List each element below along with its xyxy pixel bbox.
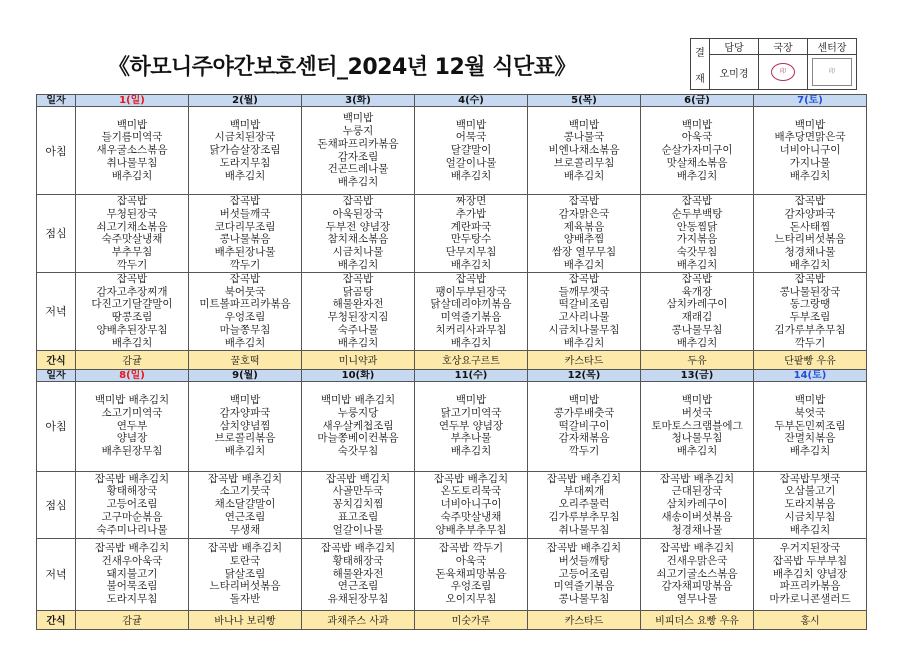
- approval-side-bottom: 재: [695, 73, 705, 85]
- breakfast-menu-cell: 백미밥 콩나물국 비엔나채소볶음 브로콜리무침 배추김치: [528, 107, 641, 195]
- breakfast-menu-cell: 백미밥 들기름미역국 새우굴소스볶음 취나물무침 배추김치: [76, 107, 189, 195]
- lunch-menu-cell: 잡곡밥 배추김치 온도토리묵국 너비아니구이 숙주맛살냉채 양배추부추무침: [415, 471, 528, 538]
- lunch-row: [37, 195, 867, 273]
- lunch-menu-cell: 잡곡밥무챗국 오삼불고기 도라지볶음 시금치무침 배추김치: [754, 471, 867, 538]
- snack-cell: 홍시: [754, 610, 867, 629]
- page-title: 《하모니주야간보호센터_2024년 12월 식단표》: [108, 55, 576, 80]
- snack-cell: 감귤: [76, 610, 189, 629]
- date-cell: 7(토): [754, 95, 867, 107]
- date-cell: 5(목): [528, 95, 641, 107]
- date-cell: 12(목): [528, 369, 641, 381]
- approval-signature-head: [808, 55, 857, 90]
- dinner-menu-cell: 잡곡밥 팽이두부된장국 닭살데리야끼볶음 미역줄기볶음 치커리사과무침 배추김치: [415, 272, 528, 350]
- date-cell: 3(화): [302, 95, 415, 107]
- date-header-row: [37, 369, 867, 381]
- dinner-menu-cell: 잡곡밥 감자고추장찌개 다진고기달걀말이 땅콩조림 양배추된장무침 배추김치: [76, 272, 189, 350]
- lunch-menu-cell: 잡곡밥 감자양파국 돈사태찜 느타리버섯볶음 청경채나물 배추김치: [754, 195, 867, 273]
- snack-cell: 비피더스 요빵 우유: [641, 610, 754, 629]
- dinner-row: [37, 538, 867, 610]
- snack-cell: 두유: [641, 350, 754, 369]
- lunch-menu-cell: 잡곡밥 무청된장국 쇠고기채소볶음 숙주맛살냉채 부추무침 깍두기: [76, 195, 189, 273]
- date-cell: 14(토): [754, 369, 867, 381]
- approval-header-director: 국장: [759, 39, 808, 55]
- breakfast-menu-cell: 백미밥 콩가루배춧국 떡갈비구이 감자채볶음 깍두기: [528, 381, 641, 471]
- snack-label: 간식: [37, 610, 76, 629]
- date-cell: 4(수): [415, 95, 528, 107]
- lunch-menu-cell: 잡곡밥 배추김치 소고기뭇국 채소달걀말이 연근조림 무생채: [189, 471, 302, 538]
- breakfast-label: 아침: [37, 107, 76, 195]
- day-label: 일자: [37, 95, 76, 107]
- breakfast-label: 아침: [37, 381, 76, 471]
- square-seal-icon: 印: [812, 58, 852, 86]
- lunch-menu-cell: 잡곡밥 배추김치 부대찌개 오리주물럭 김가루부추무침 취나물무침: [528, 471, 641, 538]
- dinner-menu-cell: 잡곡밥 북어뭇국 미트볼파프리카볶음 우엉조림 마늘쫑무침 배추김치: [189, 272, 302, 350]
- date-cell: 1(일): [76, 95, 189, 107]
- lunch-menu-cell: 잡곡밥 감자맑은국 제육볶음 양배추찜 쌈장 열무무침 배추김치: [528, 195, 641, 273]
- approval-side-label: [691, 39, 710, 90]
- breakfast-menu-cell: 백미밥 배추김치 소고기미역국 연두부 양념장 배추된장무침: [76, 381, 189, 471]
- date-cell: 6(금): [641, 95, 754, 107]
- date-cell: 2(월): [189, 95, 302, 107]
- date-cell: 11(수): [415, 369, 528, 381]
- breakfast-menu-cell: 백미밥 감자양파국 삼치양념찜 브로콜리볶음 배추김치: [189, 381, 302, 471]
- dinner-label: 저녁: [37, 272, 76, 350]
- seal-stamp-icon: 印: [771, 63, 795, 81]
- date-cell: 13(금): [641, 369, 754, 381]
- lunch-menu-cell: 잡곡밥 순두부백탕 안동찜닭 가지볶음 숙갓무침 배추김치: [641, 195, 754, 273]
- lunch-menu-cell: 잡곡밥 백김치 사골만두국 꽁치김치찜 표고조림 얼갈이나물: [302, 471, 415, 538]
- snack-cell: 호상요구르트: [415, 350, 528, 369]
- snack-cell: 감귤: [76, 350, 189, 369]
- snack-cell: 카스타드: [528, 350, 641, 369]
- breakfast-menu-cell: 백미밥 아욱국 순살가자미구이 맛살채소볶음 배추김치: [641, 107, 754, 195]
- lunch-menu-cell: 잡곡밥 아욱된장국 두부전 양념장 참치채소볶음 시금치나물 배추김치: [302, 195, 415, 273]
- snack-row: [37, 350, 867, 369]
- breakfast-menu-cell: 백미밥 닭고기미역국 연두부 양념장 부추나물 배추김치: [415, 381, 528, 471]
- dinner-menu-cell: 잡곡밥 배추김치 토란국 닭살조림 느타리버섯볶음 돌자반: [189, 538, 302, 610]
- snack-cell: 꿀호떡: [189, 350, 302, 369]
- date-cell: 8(일): [76, 369, 189, 381]
- approval-signature-director: [759, 55, 808, 90]
- lunch-row: [37, 471, 867, 538]
- dinner-menu-cell: 잡곡밥 배추김치 건새우맑은국 쇠고기굴소스볶음 감자채피망볶음 열무나물: [641, 538, 754, 610]
- dinner-menu-cell: 잡곡밥 들깨무챗국 떡갈비조림 고사리나물 시금치나물무침 배추김치: [528, 272, 641, 350]
- breakfast-row: [37, 107, 867, 195]
- dinner-menu-cell: 잡곡밥 배추김치 건새우아욱국 돼지불고기 불어묵조림 도라지무침: [76, 538, 189, 610]
- dinner-menu-cell: 우거지된장국 잡곡밥 두부부침 배추김치 양념장 파프리카볶음 마카로니콘샐러드: [754, 538, 867, 610]
- menu-table: [36, 94, 867, 630]
- lunch-menu-cell: 짜장면 추가밥 계란파국 만두탕수 단무지무침 배추김치: [415, 195, 528, 273]
- breakfast-menu-cell: 백미밥 배추김치 누룽지당 새우살케첩조림 마늘쫑베이컨볶음 숙갓무침: [302, 381, 415, 471]
- approval-header-staff: 담당: [710, 39, 759, 55]
- snack-cell: 미니약과: [302, 350, 415, 369]
- approval-box: [690, 38, 857, 90]
- dinner-menu-cell: 잡곡밥 육개장 삼치카레구이 재래김 콩나물무침 배추김치: [641, 272, 754, 350]
- approval-signature-staff: 오미경: [710, 55, 759, 90]
- dinner-label: 저녁: [37, 538, 76, 610]
- breakfast-menu-cell: 백미밥 배추당면맑은국 너비아니구이 가지나물 배추김치: [754, 107, 867, 195]
- lunch-menu-cell: 잡곡밥 버섯들깨국 코다리무조림 콩나물볶음 배추된장나물 깍두기: [189, 195, 302, 273]
- breakfast-menu-cell: 백미밥 북엇국 두부돈민찌조림 잔멸치볶음 배추김치: [754, 381, 867, 471]
- lunch-label: 점심: [37, 471, 76, 538]
- breakfast-menu-cell: 백미밥 버섯국 토마토스크램블에그 청나물무침 배추김치: [641, 381, 754, 471]
- snack-cell: 미숫가루: [415, 610, 528, 629]
- breakfast-row: [37, 381, 867, 471]
- lunch-menu-cell: 잡곡밥 배추김치 황태해장국 고등어조림 고구마순볶음 숙주미나리나물: [76, 471, 189, 538]
- dinner-menu-cell: 잡곡밥 닭곰탕 해물완자전 무청된장지짐 숙주나물 배추김치: [302, 272, 415, 350]
- snack-label: 간식: [37, 350, 76, 369]
- dinner-menu-cell: 잡곡밥 배추김치 황태해장국 해물완자전 연근조림 유채된장무침: [302, 538, 415, 610]
- date-cell: 10(화): [302, 369, 415, 381]
- dinner-menu-cell: 잡곡밥 콩나물된장국 동그랑땡 두부조림 김가루부추무침 깍두기: [754, 272, 867, 350]
- snack-cell: 카스타드: [528, 610, 641, 629]
- day-label: 일자: [37, 369, 76, 381]
- breakfast-menu-cell: 백미밥 시금치된장국 닭가슴살장조림 도라지무침 배추김치: [189, 107, 302, 195]
- lunch-label: 점심: [37, 195, 76, 273]
- snack-row: [37, 610, 867, 629]
- snack-cell: 바나나 보리빵: [189, 610, 302, 629]
- dinner-row: [37, 272, 867, 350]
- approval-side-top: 결: [695, 47, 705, 59]
- lunch-menu-cell: 잡곡밥 배추김치 근대된장국 삼치카레구이 새송이버섯볶음 청경채나물: [641, 471, 754, 538]
- snack-cell: 과채주스 사과: [302, 610, 415, 629]
- dinner-menu-cell: 잡곡밥 깍두기 아욱국 돈육채피망볶음 우엉조림 오이지무침: [415, 538, 528, 610]
- breakfast-menu-cell: 백미밥 누룽지 돈채파프리카볶음 감자조림 건곤드레나물 배추김치: [302, 107, 415, 195]
- date-header-row: [37, 95, 867, 107]
- snack-cell: 단팥빵 우유: [754, 350, 867, 369]
- date-cell: 9(월): [189, 369, 302, 381]
- approval-header-head: 센터장: [808, 39, 857, 55]
- breakfast-menu-cell: 백미밥 어묵국 달걀말이 얼갈이나물 배추김치: [415, 107, 528, 195]
- dinner-menu-cell: 잡곡밥 배추김치 버섯들깨탕 고등어조림 미역줄기볶음 콩나물무침: [528, 538, 641, 610]
